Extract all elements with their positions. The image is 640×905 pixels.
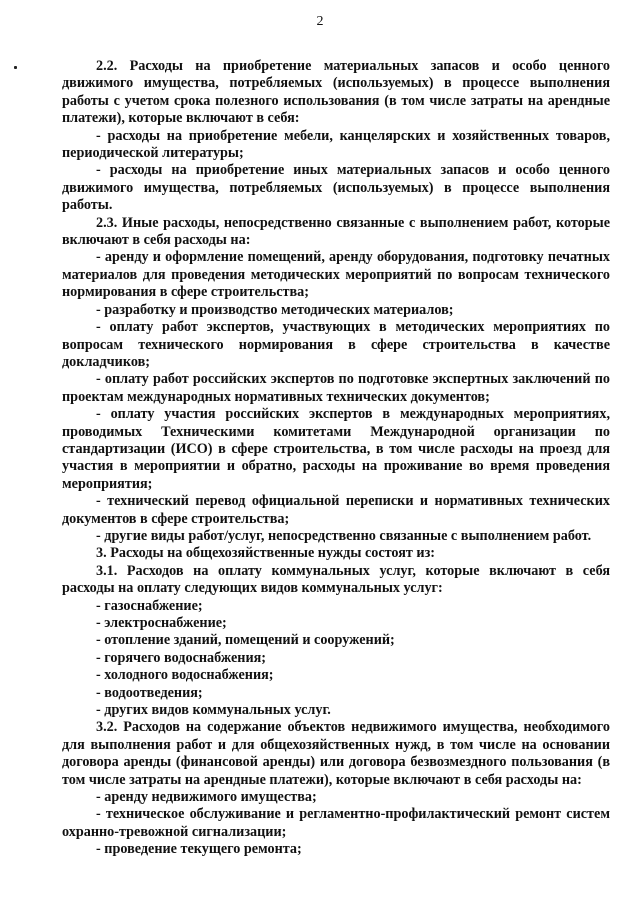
list-item: - проведение текущего ремонта; [96, 841, 302, 858]
paragraph-3-1: 3.1. Расходов на оплату коммунальных услуг, которые включают в себя расходы на оплату следующих видов коммунальных услуг: [62, 562, 610, 597]
list-item: - отопление зданий, помещений и сооружений; [96, 632, 395, 649]
scan-speck [14, 66, 17, 69]
list-item: - разработку и производство методических материалов; [96, 301, 454, 318]
list-item: - аренду недвижимого имущества; [96, 789, 317, 806]
list-item: - холодного водоснабжения; [96, 667, 274, 684]
list-item: - расходы на приобретение мебели, канцелярских и хозяйственных товаров, периодической литературы; [62, 127, 610, 162]
list-item: - другие виды работ/услуг, непосредственно связанные с выполнением работ. [96, 527, 592, 544]
list-item: - аренду и оформление помещений, аренду оборудования, подготовку печатных материалов для проведения методических мероприятий по вопросам технического нормирования в сфере строительства; [62, 249, 610, 301]
list-item: - газоснабжение; [96, 597, 203, 614]
list-item: - технический перевод официальной переписки и нормативных технических документов в сфере строительства; [62, 493, 610, 527]
list-item: - расходы на приобретение иных материальных запасов и особо ценного движимого имущества, потребляемых (используемых) в процессе выполнения работы. [62, 162, 610, 214]
list-item: - горячего водоснабжения; [96, 649, 267, 666]
document-body [62, 58, 610, 859]
list-item: - электроснабжение; [96, 615, 227, 631]
paragraph-2-2: 2.2. Расходы на приобретение материальных запасов и особо ценного движимого имущества, потребляемых (используемых) в процессе выполнения работы с учетом срока полезного использования (в том числе затраты на арендные платежи), которые включают в себя: [62, 58, 610, 127]
list-item: - техническое обслуживание и регламентно-профилактический ремонт систем охранно-тревожной сигнализации; [62, 806, 610, 840]
list-item: - водоотведения; [96, 684, 203, 701]
paragraph-2-3: 2.3. Иные расходы, непосредственно связанные с выполнением работ, которые включают в себя расходы на: [62, 214, 610, 249]
list-item: - других видов коммунальных услуг. [96, 702, 331, 719]
paragraph-3: 3. Расходы на общехозяйственные нужды состоят из: [96, 545, 436, 562]
list-item: - оплату участия российских экспертов в международных мероприятиях, проводимых Техническими комитетами Международной организации по стандартизации (ИСО) в сфере строительства, в том числе расходы на проезд для участия в мероприятии и обратно, расходы на проживание во время проведения мероприятия; [62, 406, 610, 492]
paragraph-3-2: 3.2. Расходов на содержание объектов недвижимого имущества, необходимого для выполнения работ и для общехозяйственных нужд, в том числе на основании договора аренды (финансовой аренды) или договора безвозмездного пользования (в том числе затраты на арендные платежи), которые включают в себя расходы на: [62, 719, 610, 788]
page-number: 2 [316, 14, 324, 29]
list-item: - оплату работ российских экспертов по подготовке экспертных заключений по проектам международных нормативных технических документов; [62, 371, 610, 405]
list-item: - оплату работ экспертов, участвующих в методических мероприятиях по вопросам технического нормирования в сфере строительства в качестве докладчиков; [62, 319, 610, 370]
